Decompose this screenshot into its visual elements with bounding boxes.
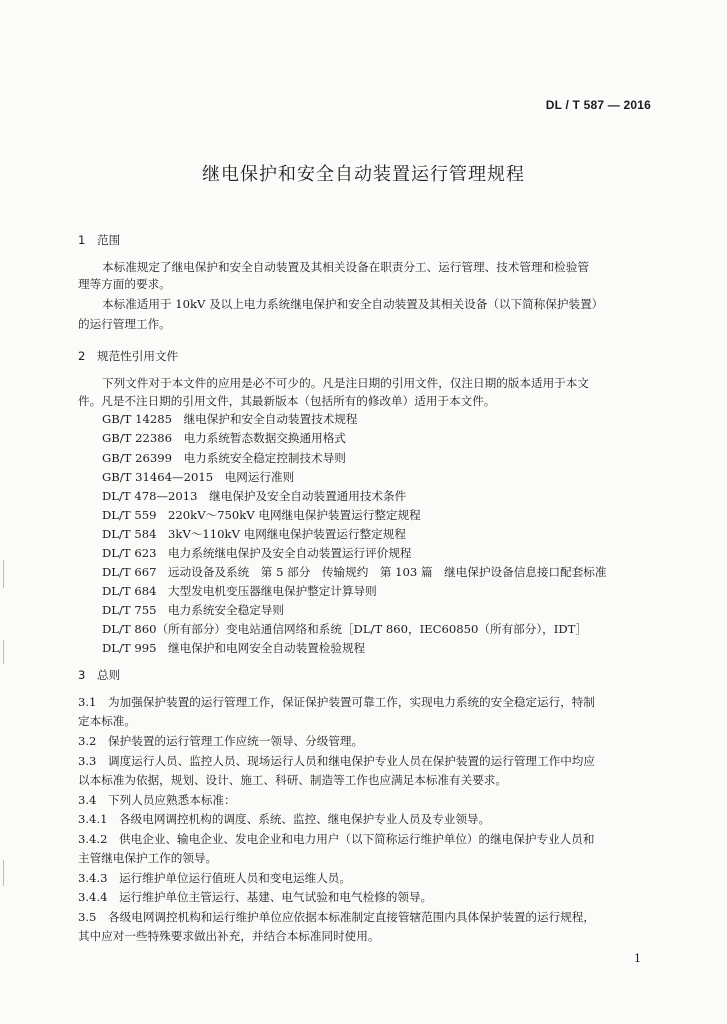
reference-item: DL/T 623 电力系统继电保护及安全自动装置运行评价规程 bbox=[102, 546, 412, 560]
reference-item: DL/T 559 220kV～750kV 电网继电保护装置运行整定规程 bbox=[102, 508, 421, 522]
clause-line: 其中应对一些特殊要求做出补充，并结合本标准同时使用。 bbox=[78, 929, 380, 943]
reference-item: GB/T 14285 继电保护和安全自动装置技术规程 bbox=[102, 412, 358, 426]
scan-artifact bbox=[3, 860, 4, 886]
clause-line: 3.3 调度运行人员、监控人员、现场运行人员和继电保护专业人员在保护装置的运行管理工作中均应 bbox=[78, 754, 595, 768]
reference-item: DL/T 684 大型发电机变压器继电保护整定计算导则 bbox=[102, 584, 377, 598]
clause-line: 3.4.3 运行维护单位运行值班人员和变电运维人员。 bbox=[78, 871, 351, 885]
clause-line: 3.4.4 运行维护单位主管运行、基建、电气试验和电气检修的领导。 bbox=[78, 890, 433, 904]
scan-artifact bbox=[3, 640, 4, 664]
clause-line: 3.2 保护装置的运行管理工作应统一领导、分级管理。 bbox=[78, 734, 364, 748]
section-3-heading: 3 总则 bbox=[78, 668, 121, 682]
clause-line: 以本标准为依据，规划、设计、施工、科研、制造等工作也应满足本标准有关要求。 bbox=[78, 773, 507, 787]
reference-item: DL/T 860（所有部分）变电站通信网络和系统［DL/T 860，IEC60850（所有部分），IDT］ bbox=[102, 622, 587, 636]
reference-item: GB/T 22386 电力系统暂态数据交换通用格式 bbox=[102, 431, 346, 445]
scan-artifact bbox=[3, 560, 4, 588]
section-1-heading: 1 范围 bbox=[78, 233, 121, 247]
section-2-heading: 2 规范性引用文件 bbox=[78, 349, 179, 363]
section-1-para2-line1: 本标准适用于 10kV 及以上电力系统继电保护和安全自动装置及其相关设备（以下简称保护装置） bbox=[102, 297, 604, 311]
reference-item: DL/T 584 3kV～110kV 电网继电保护装置运行整定规程 bbox=[102, 527, 406, 541]
reference-item: DL/T 478—2013 继电保护及安全自动装置通用技术条件 bbox=[102, 489, 407, 503]
clause-line: 3.4.1 各级电网调控机构的调度、系统、监控、继电保护专业人员及专业领导。 bbox=[78, 812, 491, 826]
clause-line: 3.4.2 供电企业、输电企业、发电企业和电力用户（以下简称运行维护单位）的继电保护专业人员和 bbox=[78, 832, 595, 846]
clause-line: 3.4 下列人员应熟悉本标准： bbox=[78, 793, 236, 807]
clause-line: 3.1 为加强保护装置的运行管理工作，保证保护装置可靠工作，实现电力系统的安全稳定运行，特制 bbox=[78, 695, 595, 709]
clause-line: 3.5 各级电网调控机构和运行维护单位应依据本标准制定直接管辖范围内具体保护装置的运行规程， bbox=[78, 910, 595, 924]
section-1-para1-line1: 本标准规定了继电保护和安全自动装置及其相关设备在职责分工、运行管理、技术管理和检验管 bbox=[102, 260, 589, 274]
section-1-para2-line2: 的运行管理工作。 bbox=[78, 317, 171, 331]
section-2-intro-line1: 下列文件对于本文件的应用是必不可少的。凡是注日期的引用文件，仅注日期的版本适用于本文 bbox=[102, 376, 589, 390]
document-title: 继电保护和安全自动装置运行管理规程 bbox=[202, 164, 525, 185]
clause-line: 主管继电保护工作的领导。 bbox=[78, 851, 218, 865]
reference-item: DL/T 667 远动设备及系统 第 5 部分 传输规约 第 103 篇 继电保护设备信息接口配套标准 bbox=[102, 565, 607, 579]
reference-item: DL/T 995 继电保护和电网安全自动装置检验规程 bbox=[102, 641, 366, 655]
reference-item: GB/T 31464—2015 电网运行准则 bbox=[102, 470, 295, 484]
reference-item: GB/T 26399 电力系统安全稳定控制技术导则 bbox=[102, 451, 346, 465]
clause-line: 定本标准。 bbox=[78, 714, 136, 728]
section-2-intro-line2: 件。凡是不注日期的引用文件，其最新版本（包括所有的修改单）适用于本文件。 bbox=[78, 394, 496, 408]
page-number: 1 bbox=[634, 952, 641, 965]
standard-code: DL / T 587 — 2016 bbox=[545, 98, 651, 112]
section-1-para1-line2: 理等方面的要求。 bbox=[78, 277, 171, 291]
reference-item: DL/T 755 电力系统安全稳定导则 bbox=[102, 603, 284, 617]
